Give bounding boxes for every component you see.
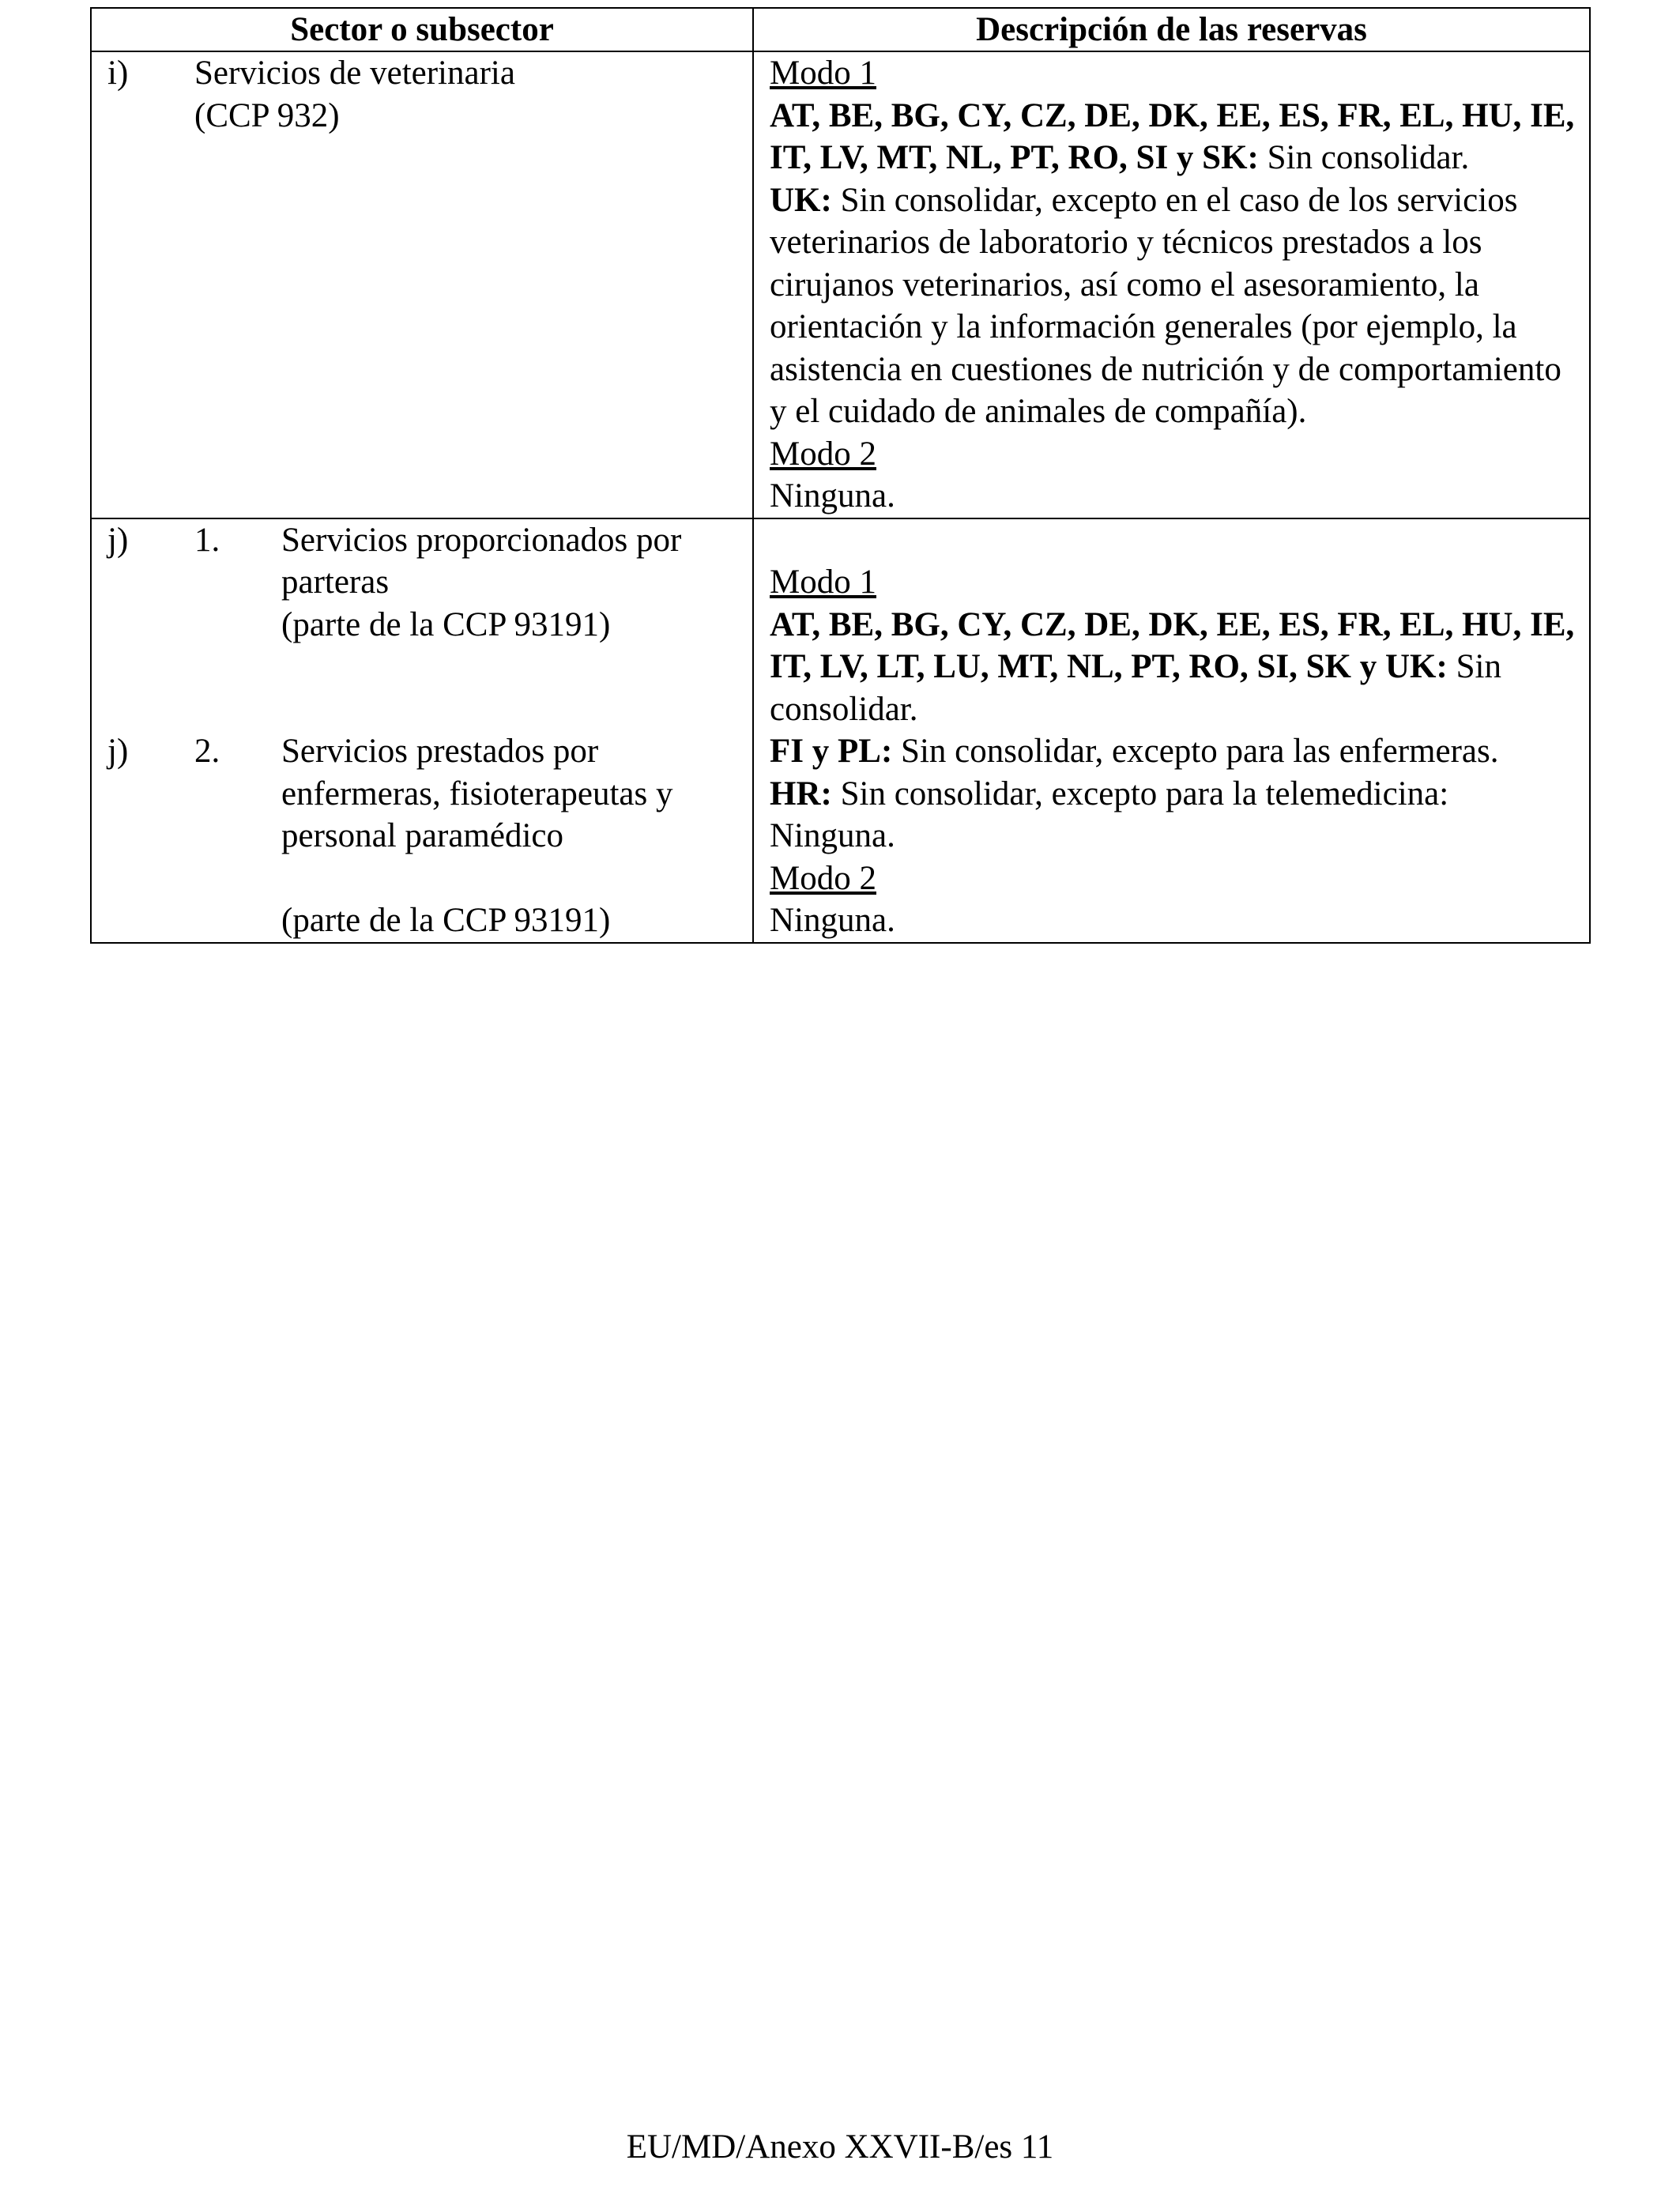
sector-j1-line1: Servicios proporcionados por bbox=[281, 521, 682, 559]
reserve-text: Sin consolidar. bbox=[1258, 139, 1470, 176]
row-label-i: i) bbox=[107, 55, 129, 92]
sector-j1-line3: (parte de la CCP 93191) bbox=[281, 605, 611, 643]
sector-i-line2: (CCP 932) bbox=[194, 96, 340, 134]
table-row bbox=[91, 518, 1590, 943]
country-codes-fi-pl: FI y PL: bbox=[770, 733, 893, 770]
row-label-j2: j) bbox=[107, 733, 129, 770]
reserve-text-hr: Sin consolidar, excepto para la telemedicina: Ninguna. bbox=[770, 775, 1449, 854]
reserve-text-uk: Sin consolidar, excepto en el caso de los servicios veterinarios de laboratorio y técnicos prestados a los cirujanos veterinarios, así como el asesoramiento, la orientación y la información generales (por ejemplo, la asistencia en cuestiones de nutrición y de comportamiento y el cuidado de animales de compañía). bbox=[770, 181, 1561, 430]
modo1-label: Modo 1 bbox=[770, 564, 876, 601]
reservations-table bbox=[90, 7, 1591, 944]
reserve-entry-hr bbox=[770, 773, 1581, 858]
country-codes: AT, BE, BG, CY, CZ, DE, DK, EE, ES, FR, EL, HU, IE, IT, LV, MT, NL, PT, RO, SI y SK: bbox=[770, 96, 1575, 176]
modo1-label: Modo 1 bbox=[770, 55, 876, 92]
sector-cell-j bbox=[91, 518, 753, 943]
row-label-j1: j) bbox=[107, 521, 129, 559]
sector-j2-line2: enfermeras, fisioterapeutas y bbox=[281, 775, 673, 812]
sector-j2-line1: Servicios prestados por bbox=[281, 733, 599, 770]
reserve-entry-uk bbox=[770, 179, 1581, 433]
country-codes-uk: UK: bbox=[770, 181, 832, 219]
header-sector: Sector o subsector bbox=[91, 8, 753, 51]
reserve-entry bbox=[770, 604, 1581, 731]
sector-j2-line3: personal paramédico bbox=[281, 817, 563, 854]
table-row bbox=[91, 51, 1590, 518]
sector-i-line1: Servicios de veterinaria bbox=[194, 55, 515, 92]
description-cell-j bbox=[753, 518, 1590, 943]
row-number-j2: 2. bbox=[194, 733, 220, 770]
sector-cell-i bbox=[91, 51, 753, 518]
sector-j1-line2: parteras bbox=[281, 564, 390, 601]
page-footer: EU/MD/Anexo XXVII-B/es 11 bbox=[626, 2128, 1054, 2166]
header-description: Descripción de las reservas bbox=[753, 8, 1590, 51]
sector-j2-line4: (parte de la CCP 93191) bbox=[281, 902, 611, 939]
description-cell-i bbox=[753, 51, 1590, 518]
reserve-entry-fi-pl bbox=[770, 730, 1581, 773]
row-number-j1: 1. bbox=[194, 521, 220, 559]
modo2-label: Modo 2 bbox=[770, 435, 876, 473]
reserve-text-fi-pl: Sin consolidar, excepto para las enfermeras. bbox=[892, 733, 1499, 770]
table-header-row bbox=[91, 8, 1590, 51]
reserve-entry bbox=[770, 95, 1581, 179]
country-codes: AT, BE, BG, CY, CZ, DE, DK, EE, ES, FR, EL, HU, IE, IT, LV, LT, LU, MT, NL, PT, RO, SI, SK y UK: bbox=[770, 605, 1575, 685]
reserve-text: Sin consolidar. bbox=[770, 648, 1501, 728]
country-codes-hr: HR: bbox=[770, 775, 832, 812]
modo2-label: Modo 2 bbox=[770, 859, 876, 897]
modo2-text: Ninguna. bbox=[770, 902, 895, 939]
modo2-text: Ninguna. bbox=[770, 477, 895, 515]
